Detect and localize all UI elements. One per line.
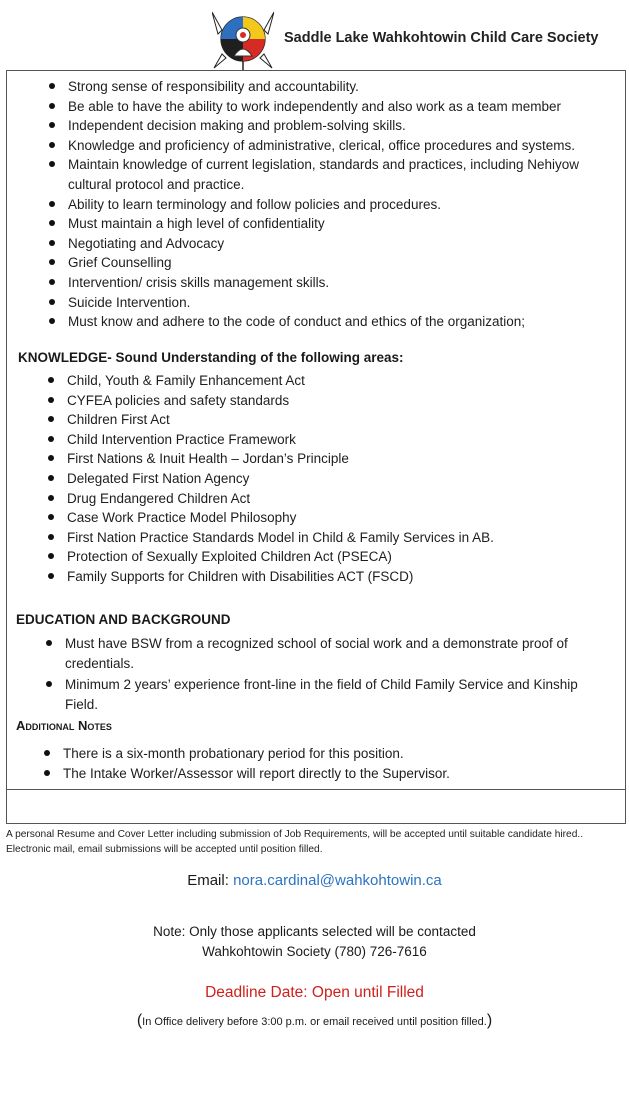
list-item: The Intake Worker/Assessor will report directly to the Supervisor. (63, 764, 615, 784)
list-item: Suicide Intervention. (68, 293, 620, 313)
list-item: Child, Youth & Family Enhancement Act (67, 371, 619, 391)
list-item: Must have BSW from a recognized school of social work and a demonstrate proof of credentials. (65, 634, 610, 673)
phone-contact: Wahkohtowin Society (780) 726-7616 (202, 944, 427, 959)
additional-notes-list (63, 744, 615, 783)
email-link[interactable]: nora.cardinal@wahkohtowin.ca (233, 872, 442, 889)
document-header (0, 8, 629, 72)
list-item: Strong sense of responsibility and accountability. (68, 77, 620, 97)
email-line (0, 872, 629, 889)
list-item: First Nations & Inuit Health – Jordan’s Principle (67, 449, 619, 469)
list-item: Negotiating and Advocacy (68, 234, 620, 254)
medicine-wheel-feather-logo-icon (212, 8, 274, 70)
list-item: There is a six-month probationary period for this position. (63, 744, 615, 764)
list-item: Children First Act (67, 410, 619, 430)
list-item: Child Intervention Practice Framework (67, 430, 619, 450)
knowledge-list (67, 371, 619, 587)
list-item: Must know and adhere to the code of conduct and ethics of the organization; (68, 312, 620, 332)
list-item: CYFEA policies and safety standards (67, 391, 619, 411)
list-item: Maintain knowledge of current legislation, standards and practices, including Nehiyow cultural protocol and practice. (68, 155, 620, 194)
list-item: Family Supports for Children with Disabilities ACT (FSCD) (67, 567, 619, 587)
organization-name: Saddle Lake Wahkohtowin Child Care Society (284, 30, 599, 46)
list-item: Protection of Sexually Exploited Children Act (PSECA) (67, 547, 619, 567)
email-label: Email: (187, 872, 229, 889)
delivery-instructions (0, 1012, 629, 1030)
education-heading: EDUCATION AND BACKGROUND (16, 612, 231, 627)
list-item: Delegated First Nation Agency (67, 469, 619, 489)
list-item: Intervention/ crisis skills management skills. (68, 273, 620, 293)
submission-note-email: Electronic mail, email submissions will be accepted until position filled. (6, 843, 323, 855)
delivery-close-paren: ) (486, 1012, 493, 1029)
content-frame-footer (6, 790, 626, 824)
submission-notes (6, 828, 583, 857)
skills-list (68, 77, 620, 332)
list-item: Knowledge and proficiency of administrative, clerical, office procedures and systems. (68, 136, 620, 156)
deadline-date: Deadline Date: Open until Filled (205, 984, 424, 1001)
list-item: Grief Counselling (68, 253, 620, 273)
list-item: Ability to learn terminology and follow policies and procedures. (68, 195, 620, 215)
education-list (65, 634, 610, 714)
delivery-open-paren: ( (136, 1012, 143, 1029)
list-item: First Nation Practice Standards Model in Child & Family Services in AB. (67, 528, 619, 548)
selection-note: Note: Only those applicants selected will be contacted (153, 924, 476, 939)
list-item: Case Work Practice Model Philosophy (67, 508, 619, 528)
additional-notes-heading: Additional Notes (16, 718, 112, 733)
delivery-text: In Office delivery before 3:00 p.m. or email received until position filled. (142, 1016, 487, 1028)
list-item: Drug Endangered Children Act (67, 489, 619, 509)
list-item: Must maintain a high level of confidentiality (68, 214, 620, 234)
submission-note-resume: A personal Resume and Cover Letter including submission of Job Requirements, will be accepted until suitable candidate hired.. (6, 829, 584, 840)
knowledge-heading: KNOWLEDGE- Sound Understanding of the following areas: (18, 350, 404, 365)
list-item: Independent decision making and problem-solving skills. (68, 116, 620, 136)
list-item: Minimum 2 years’ experience front-line in the field of Child Family Service and Kinship Field. (65, 675, 610, 714)
list-item: Be able to have the ability to work independently and also work as a team member (68, 97, 620, 117)
